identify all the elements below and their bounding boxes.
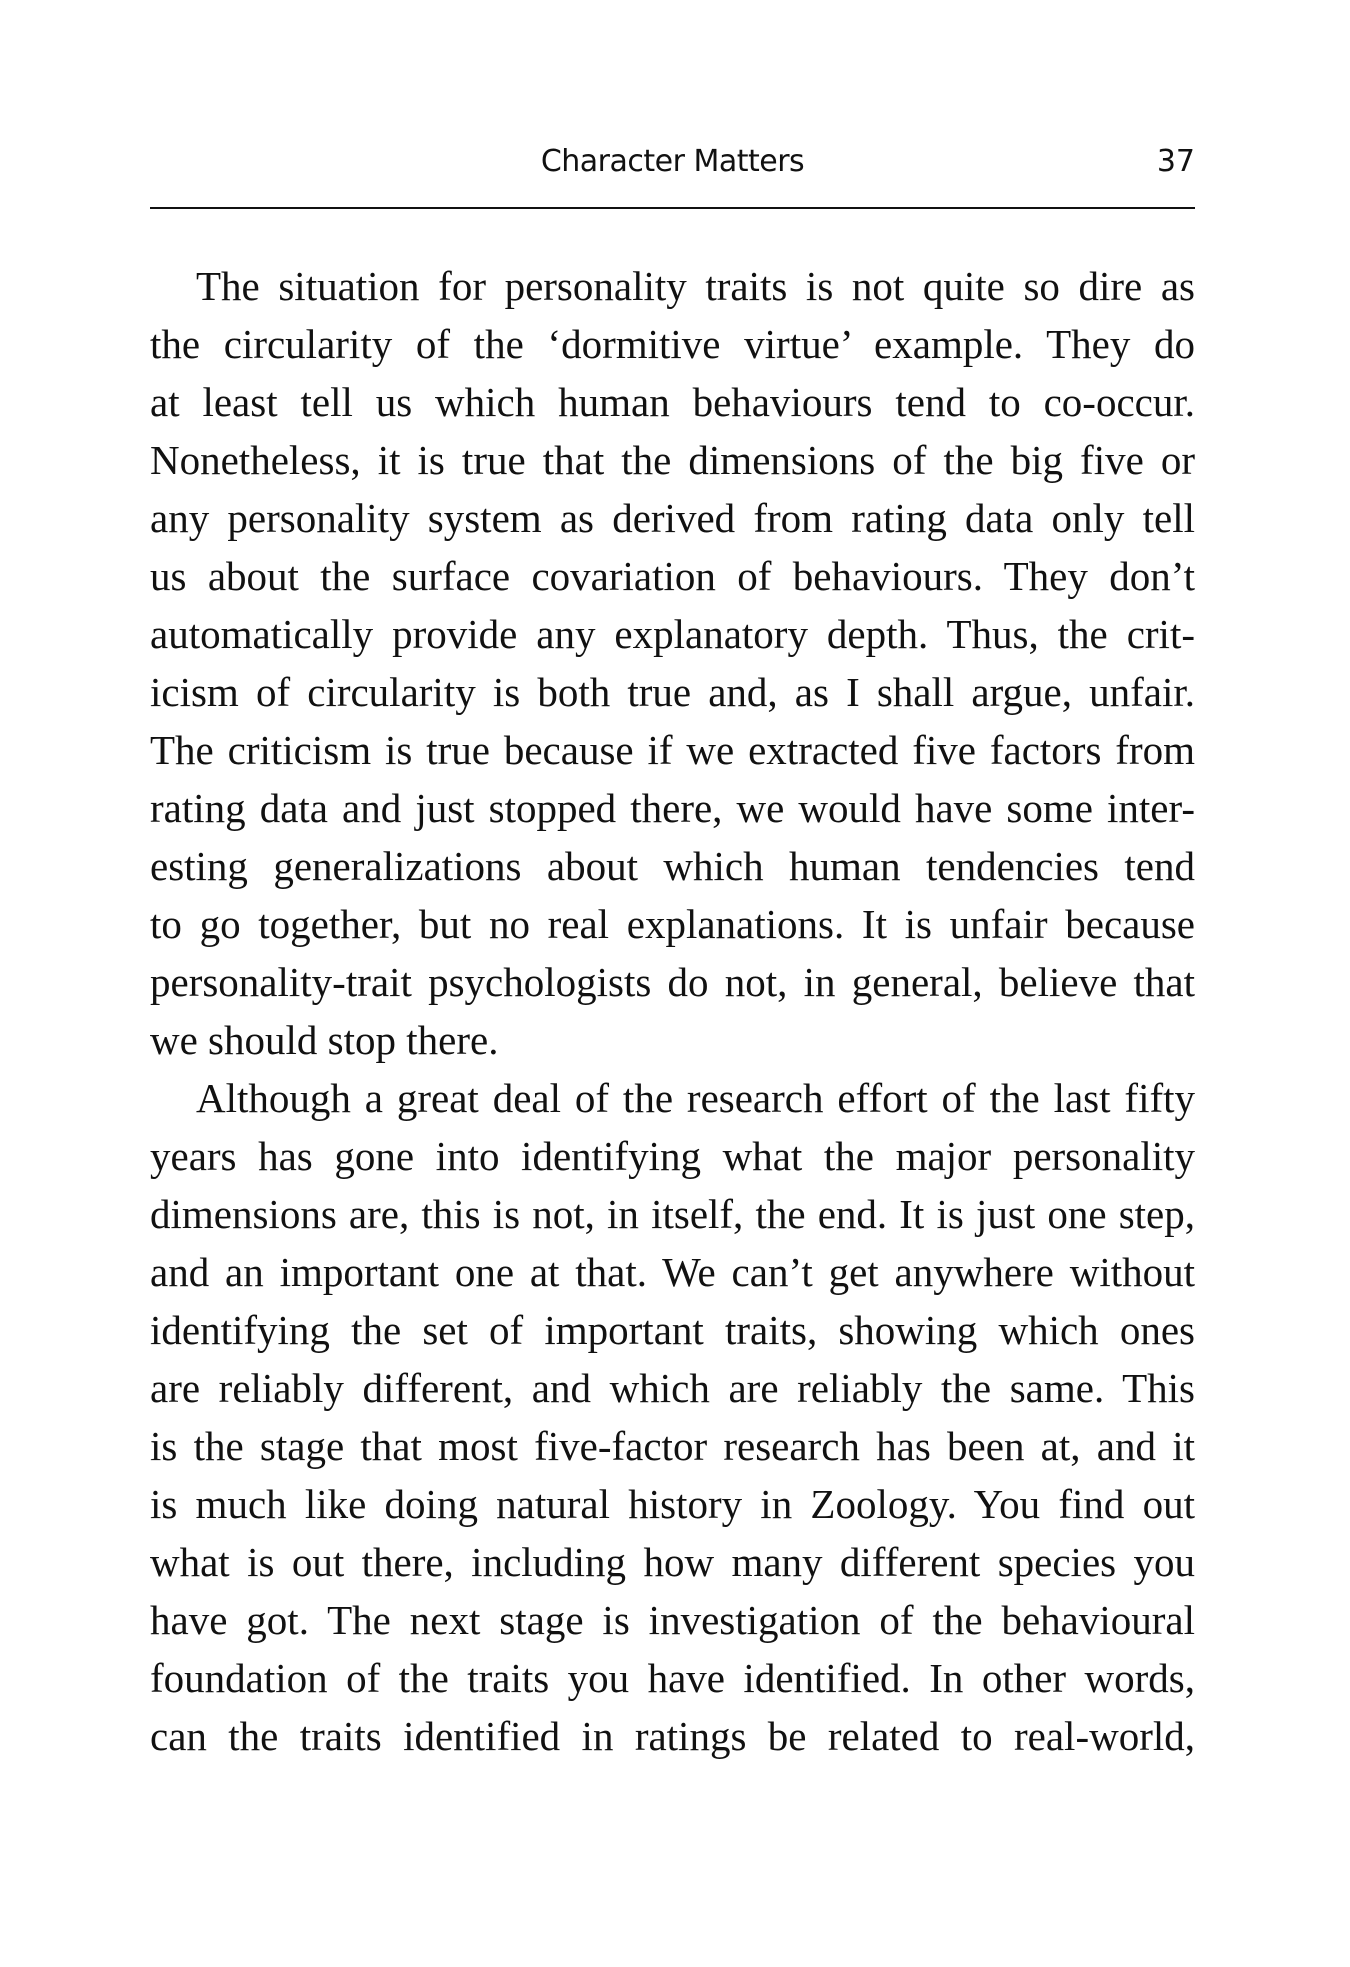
text-line: us about the surface covariation of behaviours. They don’t <box>150 553 1195 599</box>
text-line: The situation for personality traits is not quite so dire as <box>196 263 1195 309</box>
text-line: any personality system as derived from rating data only tell <box>150 495 1195 541</box>
text-line: years has gone into identifying what the major personality <box>150 1133 1195 1179</box>
text-line: is much like doing natural history in Zoology. You find out <box>150 1481 1195 1527</box>
body-text <box>150 257 1195 1765</box>
text-line: and an important one at that. We can’t get anywhere without <box>150 1249 1195 1295</box>
text-line: is the stage that most five-factor research has been at, and it <box>150 1423 1195 1469</box>
text-line: at least tell us which human behaviours tend to co-occur. <box>150 379 1195 425</box>
text-line: dimensions are, this is not, in itself, the end. It is just one step, <box>150 1191 1195 1237</box>
text-line: The criticism is true because if we extracted five factors from <box>150 727 1195 773</box>
header-rule <box>150 207 1195 209</box>
text-line: Although a great deal of the research effort of the last fifty <box>196 1075 1195 1121</box>
text-line: automatically provide any explanatory depth. Thus, the crit- <box>150 611 1195 657</box>
text-line: what is out there, including how many different species you <box>150 1539 1195 1585</box>
text-line: personality-trait psychologists do not, in general, believe that <box>150 959 1195 1005</box>
text-line: foundation of the traits you have identified. In other words, <box>150 1655 1195 1701</box>
text-line: can the traits identified in ratings be related to real-world, <box>150 1713 1195 1759</box>
text-line: identifying the set of important traits, showing which ones <box>150 1307 1195 1353</box>
paragraph <box>150 257 1195 1069</box>
text-line: rating data and just stopped there, we would have some inter- <box>150 785 1195 831</box>
text-line: are reliably different, and which are reliably the same. This <box>150 1365 1195 1411</box>
running-head <box>150 142 1195 192</box>
paragraph <box>150 1069 1195 1765</box>
text-line: to go together, but no real explanations. It is unfair because <box>150 901 1195 947</box>
running-title: Character Matters <box>540 144 805 179</box>
text-line: have got. The next stage is investigation of the behavioural <box>150 1597 1195 1643</box>
text-line: icism of circularity is both true and, as I shall argue, unfair. <box>150 669 1195 715</box>
text-line: we should stop there. <box>150 1017 499 1063</box>
text-line: esting generalizations about which human tendencies tend <box>150 843 1195 889</box>
text-line: Nonetheless, it is true that the dimensions of the big five or <box>150 437 1195 483</box>
text-line: the circularity of the ‘dormitive virtue’ example. They do <box>150 321 1195 367</box>
page-number: 37 <box>1156 144 1195 179</box>
